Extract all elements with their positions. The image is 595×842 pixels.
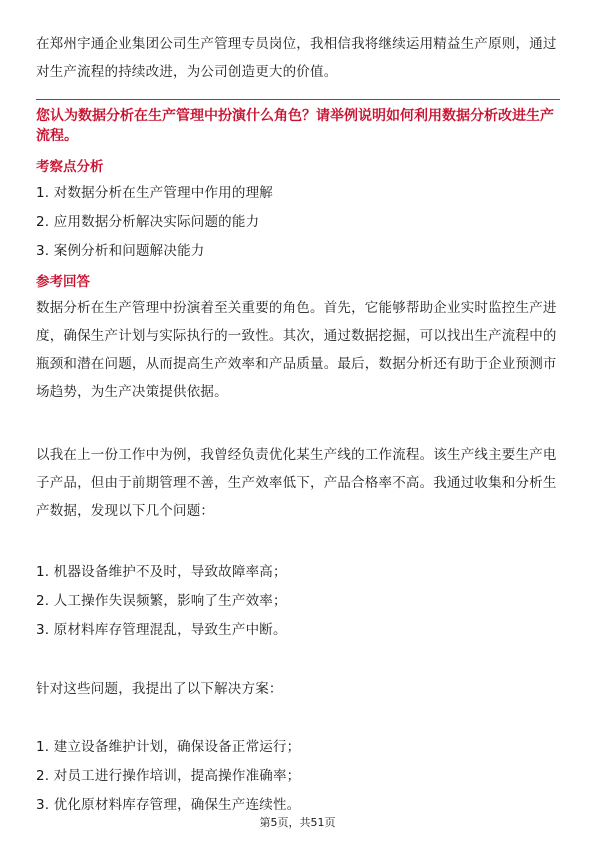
intro-paragraph: 在郑州宇通企业集团公司生产管理专员岗位，我相信我将继续运用精益生产原则，通过对生产流程的持续改进，为公司创造更大的价值。	[36, 36, 557, 80]
analysis-item: 3. 案例分析和问题解决能力	[36, 243, 205, 259]
answer-paragraph-1: 数据分析在生产管理中扮演着至关重要的角色。首先，它能够帮助企业实时监控生产进度，确保生产计划与实际执行的一致性。其次，通过数据挖掘，可以找出生产流程中的瓶颈和潜在问题，从而提高生产效率和产品质量。最后，数据分析还有助于企业预测市场趋势，为生产决策提供依据。	[36, 300, 557, 400]
analysis-item: 1. 对数据分析在生产管理中作用的理解	[36, 185, 273, 201]
answer-title: 参考回答	[36, 274, 90, 290]
solutions-intro: 针对这些问题，我提出了以下解决方案：	[36, 681, 283, 697]
problem-item: 1. 机器设备维护不及时，导致故障率高；	[36, 564, 287, 580]
answer-paragraph-2: 以我在上一份工作中为例，我曾经负责优化某生产线的工作流程。该生产线主要生产电子产品，但由于前期管理不善，生产效率低下，产品合格率不高。我通过收集和分析生产数据，发现以下几个问题：	[36, 447, 557, 519]
problem-item: 2. 人工操作失误频繁，影响了生产效率；	[36, 593, 287, 609]
problem-item: 3. 原材料库存管理混乱，导致生产中断。	[36, 622, 287, 638]
question-heading: 您认为数据分析在生产管理中扮演什么角色？请举例说明如何利用数据分析改进生产流程。	[36, 108, 554, 144]
analysis-title: 考察点分析	[36, 159, 104, 175]
analysis-item: 2. 应用数据分析解决实际问题的能力	[36, 214, 260, 230]
solution-item: 3. 优化原材料库存管理，确保生产连续性。	[36, 797, 301, 813]
solution-item: 1. 建立设备维护计划，确保设备正常运行；	[36, 739, 301, 755]
section-divider	[36, 99, 560, 100]
page-number-footer: 第5页，共51页	[259, 816, 336, 829]
solution-item: 2. 对员工进行操作培训，提高操作准确率；	[36, 768, 301, 784]
